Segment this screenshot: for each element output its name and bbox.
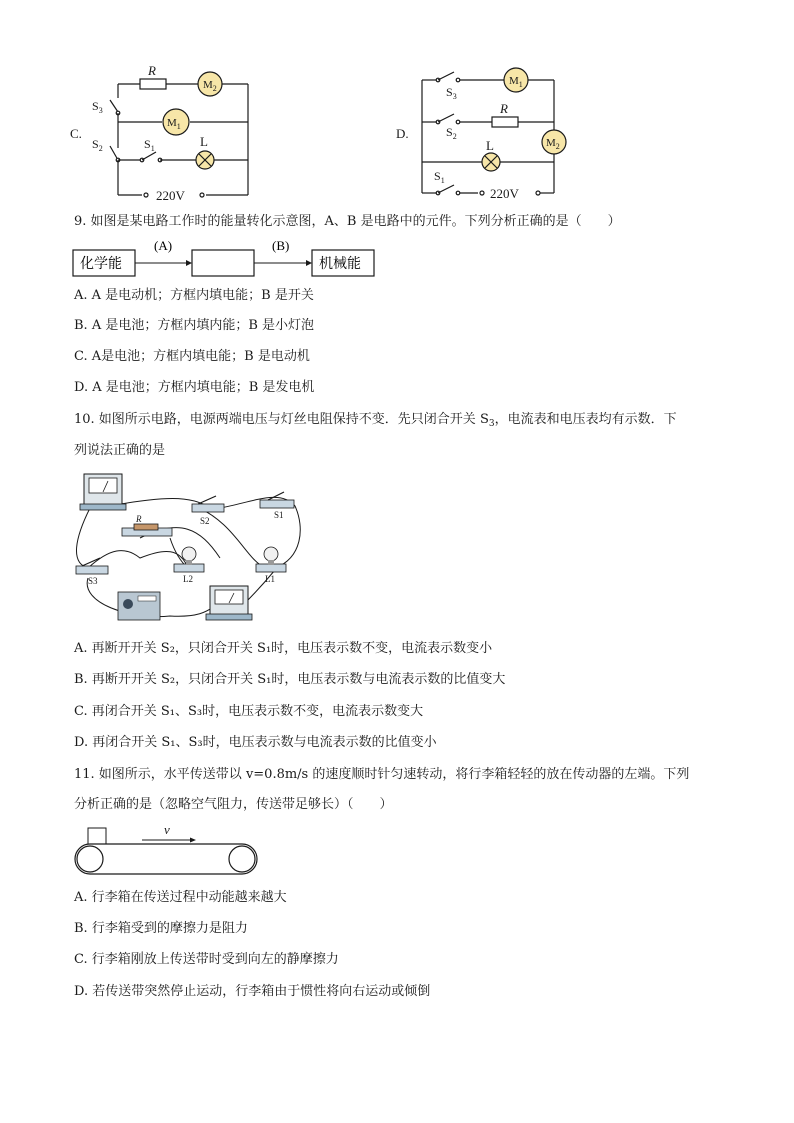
- label-r-d: R: [500, 101, 508, 116]
- option-c-label: C.: [70, 126, 82, 141]
- box-right-text: 机械能: [319, 257, 361, 272]
- q9-option-c: C. A是电池；方框内填电能；B 是电动机: [74, 349, 310, 364]
- fig-label-r: R: [136, 514, 142, 524]
- label-s1: $S_1$: [144, 137, 155, 153]
- circuit-diagram-d: [392, 60, 592, 200]
- resistor-board: [122, 524, 172, 536]
- label-m2: $M_2$: [203, 79, 217, 93]
- q10-option-c: C. 再闭合开关 S₁、S₃时，电压表示数不变，电流表示数变大: [74, 704, 424, 719]
- conveyor-belt: [75, 844, 257, 874]
- option-d-label: D.: [396, 126, 409, 141]
- label-s1-d: $S_1$: [434, 169, 445, 185]
- luggage-box: [88, 828, 106, 844]
- label-b: (B): [272, 238, 290, 253]
- voltmeter: [80, 474, 126, 510]
- q9-option-d: D. A 是电池；方框内填电能；B 是发电机: [74, 380, 315, 395]
- q10-option-b: B. 再断开开关 S₂，只闭合开关 S₁时，电压表示数与电流表示数的比值变大: [74, 672, 506, 687]
- box-left-text: 化学能: [80, 257, 122, 272]
- lamp-l-d: [482, 153, 500, 171]
- label-s2: $S_2$: [92, 137, 103, 153]
- label-l-d: L: [486, 138, 494, 153]
- lamp-l1: [256, 547, 286, 572]
- label-m2-d: $M_2$: [546, 137, 560, 151]
- conveyor-belt-figure: [72, 822, 262, 880]
- q9-option-b: B. A 是电池；方框内填内能；B 是小灯泡: [74, 318, 315, 333]
- q11-stem-line2: 分析正确的是（忽略空气阻力，传送带足够长）（ ）: [74, 797, 393, 812]
- label-s3: $S_3$: [92, 99, 103, 115]
- switch-s1: [260, 492, 294, 508]
- q11-option-d: D. 若传送带突然停止运动，行李箱由于惯性将向右运动或倾倒: [74, 984, 431, 999]
- q10-stem-line1: 10. 如图所示电路，电源两端电压与灯丝电阻保持不变．先只闭合开关 $S_3$，电流表和电压表均有示数．下: [74, 412, 677, 429]
- label-s2-d: $S_2$: [446, 125, 457, 141]
- q9-option-a: A. A 是电动机；方框内填电能；B 是开关: [74, 288, 314, 303]
- label-r: R: [148, 63, 156, 78]
- q10-stem-line2: 列说法正确的是: [74, 443, 166, 458]
- fig-label-s2: S2: [200, 516, 210, 526]
- q11-option-a: A. 行李箱在传送过程中动能越来越大: [74, 890, 287, 905]
- velocity-label: v: [164, 822, 170, 837]
- fig-label-l2: L2: [183, 574, 193, 584]
- fig-label-l1: L1: [265, 574, 275, 584]
- label-voltage-c: 220V: [156, 188, 185, 200]
- label-voltage-d: 220V: [490, 186, 519, 200]
- lamp-l2: [174, 547, 204, 572]
- q10-option-a: A. 再断开开关 S₂，只闭合开关 S₁时，电压表示数不变，电流表示数变小: [74, 641, 493, 656]
- switch-s3: [76, 558, 108, 574]
- lamp-l: [196, 151, 214, 169]
- physical-circuit-figure: [70, 468, 310, 628]
- q10-option-d: D. 再闭合开关 S₁、S₃时，电压表示数与电流表示数的比值变小: [74, 735, 437, 750]
- fig-label-s3: S3: [88, 576, 98, 586]
- fig-label-s1: S1: [274, 510, 284, 520]
- energy-flow-diagram: [72, 236, 382, 280]
- power-supply: [118, 592, 160, 620]
- label-m1: $M_1$: [167, 117, 181, 131]
- q9-stem: 9. 如图是某电路工作时的能量转化示意图，A、B 是电路中的元件。下列分析正确的是（ ）: [74, 214, 621, 229]
- label-a: (A): [154, 238, 173, 253]
- q11-option-b: B. 行李箱受到的摩擦力是阻力: [74, 921, 248, 936]
- switch-s2: [192, 496, 224, 512]
- box-blank: [192, 250, 254, 276]
- label-m1-d: $M_1$: [509, 75, 523, 89]
- label-s3-d: $S_3$: [446, 85, 457, 101]
- q11-stem-line1: 11. 如图所示，水平传送带以 v=0.8m/s 的速度顺时针匀速转动，将行李箱轻轻的放在传动器的左端。下列: [74, 767, 690, 782]
- label-l: L: [200, 134, 208, 149]
- resistor-r: [140, 79, 166, 89]
- circuit-diagram-c: [70, 60, 270, 200]
- q11-option-c: C. 行李箱刚放上传送带时受到向左的静摩擦力: [74, 952, 339, 967]
- ammeter: [206, 586, 252, 620]
